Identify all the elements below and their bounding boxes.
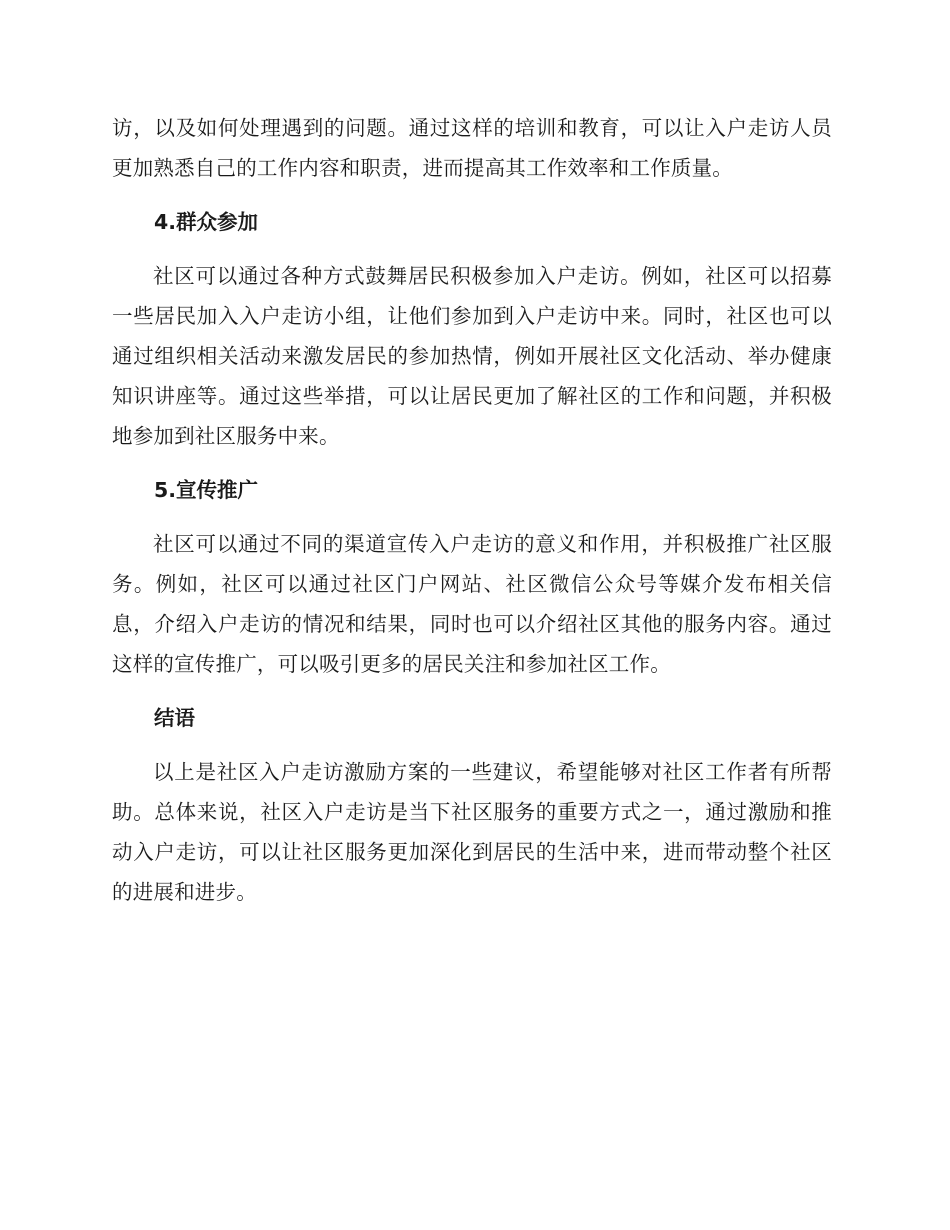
spacer <box>112 242 832 256</box>
intro-paragraph: 访，以及如何处理遇到的问题。通过这样的培训和教育，可以让入户走访人员更加熟悉自己的工作内容和职责，进而提高其工作效率和工作质量。 <box>112 116 832 180</box>
section-body-crowd-participation: 社区可以通过各种方式鼓舞居民积极参加入户走访。例如，社区可以招募一些居民加入入户走访小组，让他们参加到入户走访中来。同时，社区也可以通过组织相关活动来激发居民的参加热情，例如开展社区文化活动、举办健康知识讲座等。通过这些举措，可以让居民更加了解社区的工作和问题，并积极地参加到社区服务中来。 <box>112 264 832 448</box>
section-body-conclusion: 以上是社区入户走访激励方案的一些建议，希望能够对社区工作者有所帮助。总体来说，社区入户走访是当下社区服务的重要方式之一，通过激励和推动入户走访，可以让社区服务更加深化到居民的生活中来，进而带动整个社区的进展和进步。 <box>112 760 832 904</box>
spacer <box>112 738 832 752</box>
section-heading-conclusion: 结语 <box>154 706 195 730</box>
section-heading-publicity: 5.宣传推广 <box>154 478 259 502</box>
spacer <box>112 188 832 202</box>
section-heading-crowd-participation: 4.群众参加 <box>154 210 259 234</box>
section-body-publicity: 社区可以通过不同的渠道宣传入户走访的意义和作用，并积极推广社区服务。例如，社区可以通过社区门户网站、社区微信公众号等媒介发布相关信息，介绍入户走访的情况和结果，同时也可以介绍社区其他的服务内容。通过这样的宣传推广，可以吸引更多的居民关注和参加社区工作。 <box>112 532 832 676</box>
spacer <box>112 684 832 698</box>
spacer <box>112 510 832 524</box>
spacer <box>112 456 832 470</box>
document-body <box>112 108 832 912</box>
